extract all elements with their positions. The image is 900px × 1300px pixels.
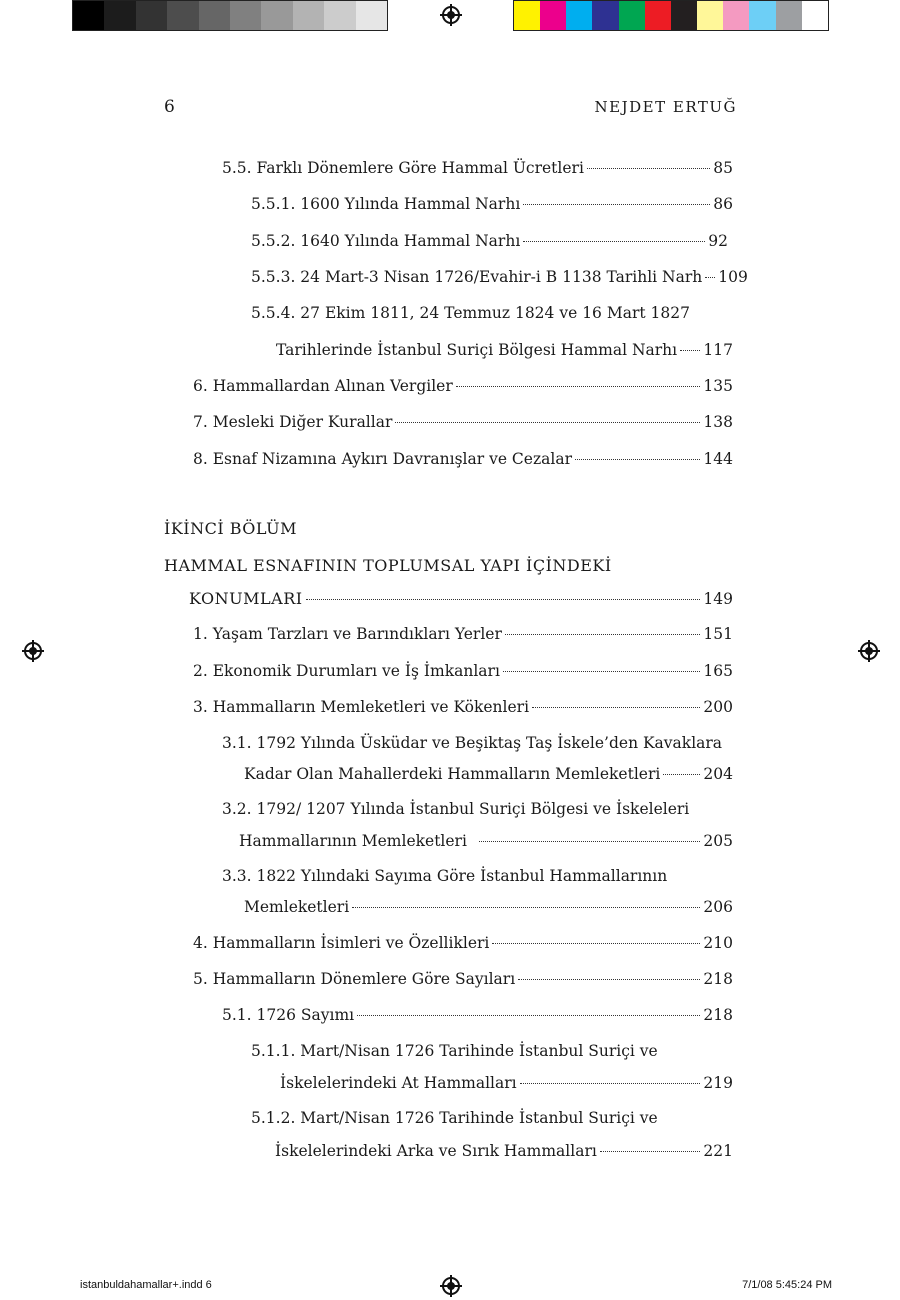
color-swatch xyxy=(73,1,104,30)
toc-entry-line: 3.2. 1792/ 1207 Yılında İstanbul Suriçi Bölgesi ve İskeleleri xyxy=(222,800,690,818)
page-number: 6 xyxy=(164,97,175,117)
toc-entry: İskelelerindeki Arka ve Sırık Hammalları 221 xyxy=(275,1142,733,1160)
toc-entry: İskelelerindeki At Hammalları 219 xyxy=(280,1074,733,1092)
toc-entry: Tarihlerinde İstanbul Suriçi Bölgesi Hammal Narhı 117 xyxy=(276,341,733,359)
color-swatch xyxy=(167,1,198,30)
color-swatch xyxy=(645,1,671,30)
toc-entry-line: 5.1.1. Mart/Nisan 1726 Tarihinde İstanbul Suriçi ve xyxy=(251,1042,658,1060)
part-title: HAMMAL ESNAFININ TOPLUMSAL YAPI İÇİNDEKİ xyxy=(164,556,612,575)
toc-entry-line: 3.1. 1792 Yılında Üsküdar ve Beşiktaş Taş İskele’den Kavaklara xyxy=(222,734,723,752)
toc-entry: 5.5.3. 24 Mart-3 Nisan 1726/Evahir-i B 1138 Tarihli Narh 109 xyxy=(251,268,748,286)
toc-entry-line: 5.1.2. Mart/Nisan 1726 Tarihinde İstanbul Suriçi ve xyxy=(251,1109,658,1127)
toc-entry: 5.5.1. 1600 Yılında Hammal Narhı 86 xyxy=(251,195,733,213)
toc-entry: 8. Esnaf Nizamına Aykırı Davranışlar ve Cezalar 144 xyxy=(193,450,733,468)
toc-entry-line: 5.5.4. 27 Ekim 1811, 24 Temmuz 1824 ve 16 Mart 1827 xyxy=(251,304,690,322)
color-swatch xyxy=(802,1,828,30)
color-swatch xyxy=(104,1,135,30)
toc-entry: 5.5.2. 1640 Yılında Hammal Narhı 92 xyxy=(251,232,728,250)
toc-entry: 7. Mesleki Diğer Kurallar 138 xyxy=(193,413,733,431)
process-color-bar xyxy=(513,0,829,31)
color-swatch xyxy=(697,1,723,30)
color-swatch xyxy=(199,1,230,30)
color-swatch xyxy=(324,1,355,30)
toc-entry-line: 3.3. 1822 Yılındaki Sayıma Göre İstanbul Hammallarının xyxy=(222,867,668,885)
color-swatch xyxy=(136,1,167,30)
color-swatch xyxy=(566,1,592,30)
toc-entry: Hammallarının Memleketleri 205 xyxy=(239,832,733,850)
print-slug-timestamp: 7/1/08 5:45:24 PM xyxy=(742,1279,832,1291)
color-swatch xyxy=(514,1,540,30)
color-swatch xyxy=(293,1,324,30)
toc-entry: Memleketleri 206 xyxy=(244,898,733,916)
toc-entry: 5.5. Farklı Dönemlere Göre Hammal Ücretleri 85 xyxy=(222,159,733,177)
color-swatch xyxy=(619,1,645,30)
color-swatch xyxy=(261,1,292,30)
toc-entry: 2. Ekonomik Durumları ve İş İmkanları 165 xyxy=(193,662,733,680)
toc-entry: 5.1. 1726 Sayımı 218 xyxy=(222,1006,733,1024)
running-head: NEJDET ERTUĞ xyxy=(594,98,737,116)
registration-mark-icon xyxy=(440,4,462,26)
color-swatch xyxy=(540,1,566,30)
toc-entry: 3. Hammalların Memleketleri ve Kökenleri 200 xyxy=(193,698,733,716)
color-swatch xyxy=(723,1,749,30)
grayscale-color-bar xyxy=(72,0,388,31)
registration-mark-icon xyxy=(22,640,44,662)
color-swatch xyxy=(230,1,261,30)
color-swatch xyxy=(592,1,618,30)
toc-entry: 4. Hammalların İsimleri ve Özellikleri 210 xyxy=(193,934,733,952)
toc-entry: Kadar Olan Mahallerdeki Hammalların Memleketleri 204 xyxy=(244,765,733,783)
part-label: İKİNCİ BÖLÜM xyxy=(164,519,298,538)
print-slug-filename: istanbuldahamallar+.indd 6 xyxy=(80,1279,212,1291)
registration-mark-icon xyxy=(858,640,880,662)
toc-entry: KONUMLARI 149 xyxy=(189,589,733,608)
color-swatch xyxy=(776,1,802,30)
registration-mark-icon xyxy=(440,1275,462,1297)
toc-entry: 6. Hammallardan Alınan Vergiler 135 xyxy=(193,377,733,395)
toc-entry: 1. Yaşam Tarzları ve Barındıkları Yerler 151 xyxy=(193,625,733,643)
color-swatch xyxy=(749,1,775,30)
toc-entry: 5. Hammalların Dönemlere Göre Sayıları 218 xyxy=(193,970,733,988)
color-swatch xyxy=(356,1,387,30)
color-swatch xyxy=(671,1,697,30)
